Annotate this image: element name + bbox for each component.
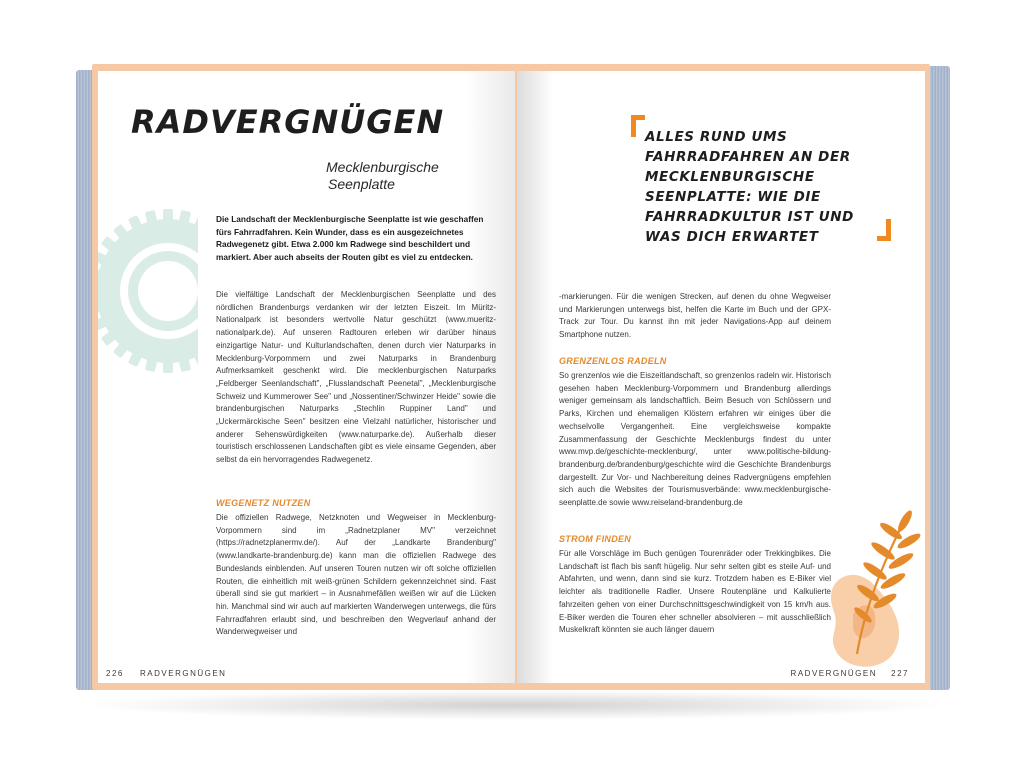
left-page: [98, 71, 515, 683]
bicycle-chainring-icon: [98, 191, 198, 391]
quote-bracket-close-icon: [877, 219, 891, 241]
open-book: [76, 64, 950, 694]
running-head-left: RADVERGNÜGEN: [140, 669, 227, 678]
body-paragraph-1: -markierungen. Für die wenigen Strecken, auf denen du ohne Wegweiser und Markierungen unterwegs bist, helfen die Karte im Buch und der GPX-Track zur Tour. Du kannst ihn mit jeder Navigations-App auf deinem Smartphone nutzen.: [559, 292, 831, 340]
body-paragraph-2: Die offiziellen Radwege, Netzknoten und Wegweiser in Mecklenburg-Vorpommern sind im „Radnetzplaner MV" verzeichnet (https://radnetzplanermv.de/). Auf der „Landkarte Brandenburg" (www.landkarte-brandenburg.de) kann man die offiziellen Radwege des Bundeslands einblenden. Auf unseren Touren nutzen wir oft solche offiziellen Routen, die einheitlich mit weiß-grünen Schildern gekennzeichnet sind. Fast überall sind sie gut markiert – in Ausnahmefällen weißen wir auf die Lücken hin. Manchmal sind wir auch auf markierten Wanderwegen unterwegs, die fürs Fahrradfahren erlaubt sind, und beschreiben den Wegverlauf anhand der Wanderwegweiser und: [216, 513, 496, 637]
section-heading-wegenetz: WEGENETZ NUTZEN: [216, 498, 311, 508]
section-heading-strom: STROM FINDEN: [559, 534, 632, 544]
page-edges-right: [930, 66, 950, 690]
chapter-title: RADVERGNÜGEN: [131, 103, 445, 141]
section-heading-grenzenlos: GRENZENLOS RADELN: [559, 356, 667, 366]
chapter-subtitle: [326, 159, 486, 193]
right-page: [517, 71, 925, 683]
body-paragraph-2: So grenzenlos wie die Eiszeitlandschaft, so grenzenlos radeln wir. Historisch gesehen haben Mecklenburg-Vorpommern und Brandenburg allerdings weniger gemeinsam als landschaftlich. Beim Besuch von Schlössern und Parks, Kirchen und ehemaligen Klöstern erfahren wir einiges über die wechselvolle Vergangenheit. Eine vergleichsweise kompakte Zusammenfassung der Geschichte Mecklenburgs findest du unter www.mvp.de/geschichte-mecklenburg/, unter www.politische-bildung-brandenburg.de/brandenburg/geschichte wird die Geschichte Brandenburgs dargestellt. Zur Vor- und Nachbereitung deines Radvergnügens empfehlen sich auch die Websites der Tourismusverbände: www.mecklenburgische-seenplatte.de sowie www.reiseland-brandenburg.de: [559, 371, 831, 508]
book-shadow: [80, 690, 950, 720]
subtitle-line-1: Mecklenburgische: [326, 159, 439, 175]
running-head-right: RADVERGNÜGEN: [790, 669, 877, 678]
page-number-right: 227: [891, 669, 909, 678]
page-number-left: 226: [106, 669, 124, 678]
pull-quote: ALLES RUND UMS FAHRRADFAHREN AN DER MECKLENBURGISCHE SEENPLATTE: WIE DIE FAHRRADKULTUR IST UND WAS DICH ERWARTET: [645, 129, 854, 245]
leaf-illustration-icon: [813, 479, 925, 669]
lead-paragraph: Die Landschaft der Mecklenburgische Seenplatte ist wie geschaffen fürs Fahrradfahren. Kein Wunder, dass es ein ausgezeichnetes Radwegenetz gibt. Etwa 2.000 km Radwege sind beschildert und markiert. Aber auch abseits der Routen gibt es viel zu entdecken.: [216, 214, 484, 262]
quote-bracket-open-icon: [631, 115, 645, 137]
body-paragraph-1: Die vielfältige Landschaft der Mecklenburgischen Seenplatte und des nördlichen Brandenburgs verdanken wir der letzten Eiszeit. Im Müritz-Nationalpark ist besonders wertvolle Natur geschützt (www.mueritz-nationalpark.de). Auf unseren Radtouren erleben wir darüber hinaus einzigartige Natur- und Kulturlandschaften, denen durch vier Naturparks in Mecklenburg-Vorpommern und zwei Naturparks in Brandenburg Aufmerksamkeit geschenkt wird. Die mecklenburgischen Naturparks „Feldberger Seenlandschaft", „Flusslandschaft Peenetal", „Mecklenburgische Schweiz und Kummerower See" und „Nossentiner/Schwinzer Heide" sowie die brandenburgischen Naturparks „Stechlin Ruppiner Land" und „Uckermärckische Seen" besitzen eine Vielzahl natürlicher, historischer und anderer Sehenswürdigkeiten (www.naturparke.de). Außerhalb dieser touristisch erschlossenen Landschaften gibt es viele einsame Gegenden, aber selbst da ein hervorragendes Radwegenetz.: [216, 290, 496, 465]
body-paragraph-3: Für alle Vorschläge im Buch genügen Tourenräder oder Trekkingbikes. Die Landschaft ist flach bis sanft hügelig. Nur sehr selten gibt es steile Auf- und Abfahrten, und wenn, dann sind sie kurz. Trotzdem haben es E-Biker viel leichter als traditionelle Radler. Unsere Routenpläne und Kalkulierte fahrzeiten gehen von einer Durchschnittsgeschwindigkeit von 15 km/h aus. E-Biker werden die Touren eher schneller absolvieren – mit ausschließlich Muskelkraft könnten sie auch länger dauern: [559, 549, 831, 635]
subtitle-line-2: Seenplatte: [328, 176, 395, 192]
